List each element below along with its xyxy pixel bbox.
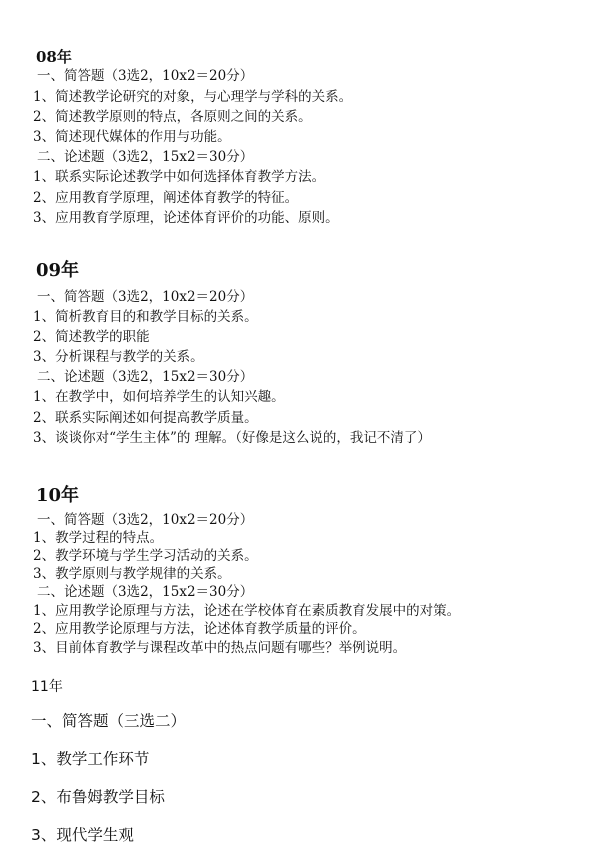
year-heading: 08年: [36, 48, 72, 66]
question-item: 1、在教学中，如何培养学生的认知兴趣。: [33, 389, 285, 405]
question-item: 2、简述教学的职能: [33, 329, 150, 345]
question-item: 2、简述教学原则的特点，各原则之间的关系。: [33, 109, 312, 125]
section-heading: 二、论述题（3选2，15x2＝30分）: [37, 584, 254, 600]
question-item: 1、简析教育目的和教学目标的关系。: [33, 309, 258, 325]
question-item: 3、简述现代媒体的作用与功能。: [33, 129, 231, 145]
year-heading: 09年: [36, 260, 80, 281]
year-heading: 10年: [36, 485, 80, 506]
question-item: 1、教学过程的特点。: [33, 530, 164, 546]
question-item: 3、现代学生观: [31, 826, 134, 844]
question-item: 1、联系实际论述教学中如何选择体育教学方法。: [33, 169, 326, 185]
question-item: 3、分析课程与教学的关系。: [33, 349, 204, 365]
question-item: 2、应用教育学原理，阐述体育教学的特征。: [33, 190, 299, 206]
question-item: 3、谈谈你对“学生主体”的 理解。（好像是这么说的，我记不清了）: [33, 430, 431, 446]
question-item: 1、应用教学论原理与方法，论述在学校体育在素质教育发展中的对策。: [33, 603, 461, 619]
section-heading: 一、简答题（三选二）: [31, 712, 187, 730]
question-item: 2、应用教学论原理与方法，论述体育教学质量的评价。: [33, 621, 366, 637]
section-heading: 一、简答题（3选2，10x2＝20分）: [37, 512, 254, 528]
question-item: 3、目前体育教学与课程改革中的热点问题有哪些？举例说明。: [33, 640, 407, 656]
question-item: 1、教学工作环节: [31, 750, 150, 768]
section-heading: 二、论述题（3选2，15x2＝30分）: [37, 369, 254, 385]
question-item: 2、布鲁姆教学目标: [31, 788, 165, 806]
question-item: 1、简述教学论研究的对象，与心理学与学科的关系。: [33, 89, 353, 105]
year-heading: 11年: [31, 679, 63, 695]
section-heading: 一、简答题（3选2，10x2＝20分）: [37, 289, 254, 305]
section-heading: 一、简答题（3选2，10x2＝20分）: [37, 68, 254, 84]
section-heading: 二、论述题（3选2，15x2＝30分）: [37, 149, 254, 165]
question-item: 2、联系实际阐述如何提高教学质量。: [33, 410, 258, 426]
question-item: 2、教学环境与学生学习活动的关系。: [33, 548, 258, 564]
question-item: 3、教学原则与教学规律的关系。: [33, 566, 231, 582]
question-item: 3、应用教育学原理，论述体育评价的功能、原则。: [33, 210, 339, 226]
